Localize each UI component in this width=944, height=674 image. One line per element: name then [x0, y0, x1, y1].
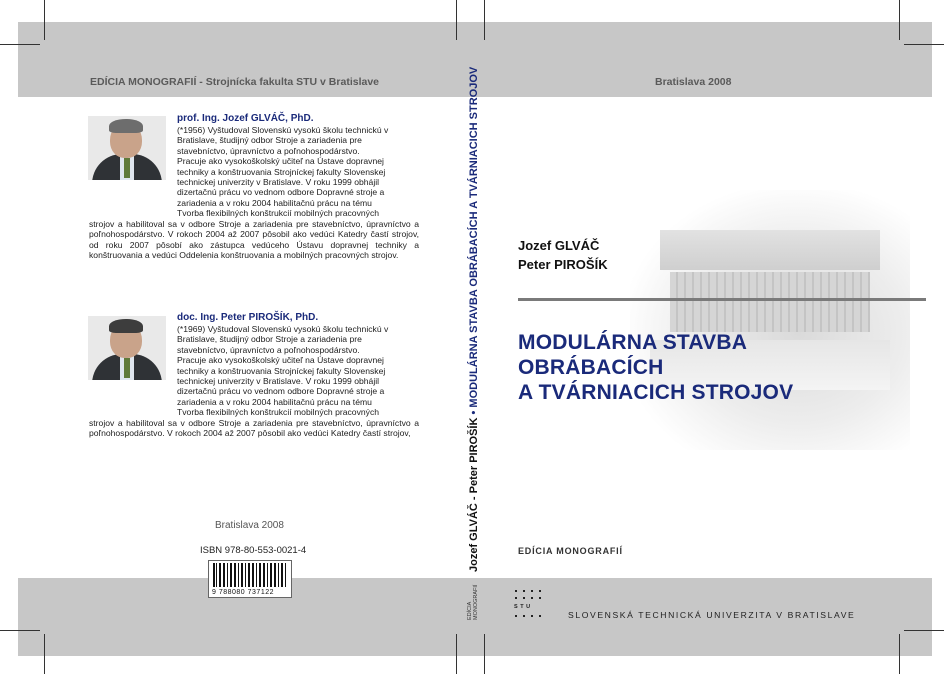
crop-mark [0, 630, 40, 631]
front-author-1: Jozef GLVÁČ [518, 238, 600, 253]
crop-mark [904, 630, 944, 631]
building-background-image [630, 190, 910, 450]
spine-separator: • [468, 410, 480, 415]
spine-edition: EDÍCIA MONOGRAFIÍ [467, 584, 479, 620]
author-bio-pirosik-continued: strojov a habilitoval sa v odbore Stroje a zariadenia pre stavebníctvo, úpravníctvo a poľnohospodárstvo. V rokoch 2004 až 2007 pôsobil ako vedúci Katedry častí strojov, [89, 418, 419, 439]
crop-mark [899, 634, 900, 674]
stu-logo [513, 588, 553, 622]
author-bio-glvac: (*1956) Vyštudoval Slovenskú vysokú školu technickú v Bratislave, študijný odbor Stroje a zariadenia pre stavebníctvo, úpravníctvo a poľnohospodárstvo. Pracuje ako vysokoškolský učiteľ na Ústave dopravnej techniky a konštruovania Strojníckej fakulty Slovenskej technickej univerzity v Bratislave. V roku 1999 obhájil dizertačnú prácu vo vednom odbore Dopravné stroje a zariadenia a v roku 2004 habilitačnú prácu na tému Tvorba flexibilných konštrukcií mobilných pracovných [177, 125, 389, 219]
crop-mark [44, 0, 45, 40]
back-year: Bratislava 2008 [215, 520, 284, 531]
spine-book-title: MODULÁRNA STAVBA OBRÁBACÍCH A TVÁRNIACICH STROJOV [468, 66, 480, 408]
author-bio-pirosik: (*1969) Vyštudoval Slovenskú vysokú školu technickú v Bratislave, študijný odbor Stroje a zariadenia pre stavebníctvo, úpravníctvo a poľnohospodárstvo. Pracuje ako vysokoškolský učiteľ na Ústave dopravnej techniky a konštruovania Strojníckej fakulty Slovenskej technickej univerzity v Bratislave. V roku 1999 obhájil dizertačnú prácu vo vednom odbore Dopravné stroje a zariadenia a v roku 2004 habilitačnú prácu na tému Tvorba flexibilných konštrukcií mobilných pracovných [177, 324, 389, 418]
author-name-glvac: prof. Ing. Jozef GLVÁČ, PhD. [177, 113, 314, 124]
crop-mark [484, 0, 485, 40]
crop-mark [456, 634, 457, 674]
university-name: SLOVENSKÁ TECHNICKÁ UNIVERZITA V BRATISLAVE [568, 610, 856, 620]
series-header: EDÍCIA MONOGRAFIÍ - Strojnícka fakulta STU v Bratislave [90, 76, 380, 88]
spine-authors: Jozef GLVÁČ - Peter PIROŠÍK [468, 417, 480, 572]
author-name-pirosik: doc. Ing. Peter PIROŠÍK, PhD. [177, 312, 319, 323]
crop-mark [0, 44, 40, 45]
logo-text: S T U [514, 604, 531, 610]
header-year: Bratislava 2008 [655, 76, 732, 88]
barcode [208, 560, 292, 598]
author-bio-glvac-continued: strojov a habilitoval sa v odbore Stroje a zariadenia pre stavebníctvo, úpravníctvo a poľnohospodárstvo. V rokoch 2004 až 2007 pôsobil ako vedúci Katedry častí strojov, od roku 2007 pôsobí ako zástupca vedúceho Ústavu dopravnej techniky a konštruovania a vedúci Oddelenia konštruovania a mobilných pracovných strojov. [89, 219, 419, 261]
crop-mark [44, 634, 45, 674]
crop-mark [899, 0, 900, 40]
front-author-2: Peter PIROŠÍK [518, 257, 608, 272]
author-photo-pirosik [88, 316, 166, 380]
crop-mark [484, 634, 485, 674]
barcode-number: 9 788080 737122 [212, 589, 274, 596]
title-rule [518, 298, 926, 301]
isbn: ISBN 978-80-553-0021-4 [200, 545, 307, 556]
front-authors [518, 236, 608, 274]
spine-title [468, 67, 480, 572]
crop-mark [456, 0, 457, 40]
front-edition: EDÍCIA MONOGRAFIÍ [518, 546, 623, 556]
crop-mark [904, 44, 944, 45]
book-title: MODULÁRNA STAVBA OBRÁBACÍCH A TVÁRNIACICH STROJOV [518, 331, 794, 404]
author-photo-glvac [88, 116, 166, 180]
